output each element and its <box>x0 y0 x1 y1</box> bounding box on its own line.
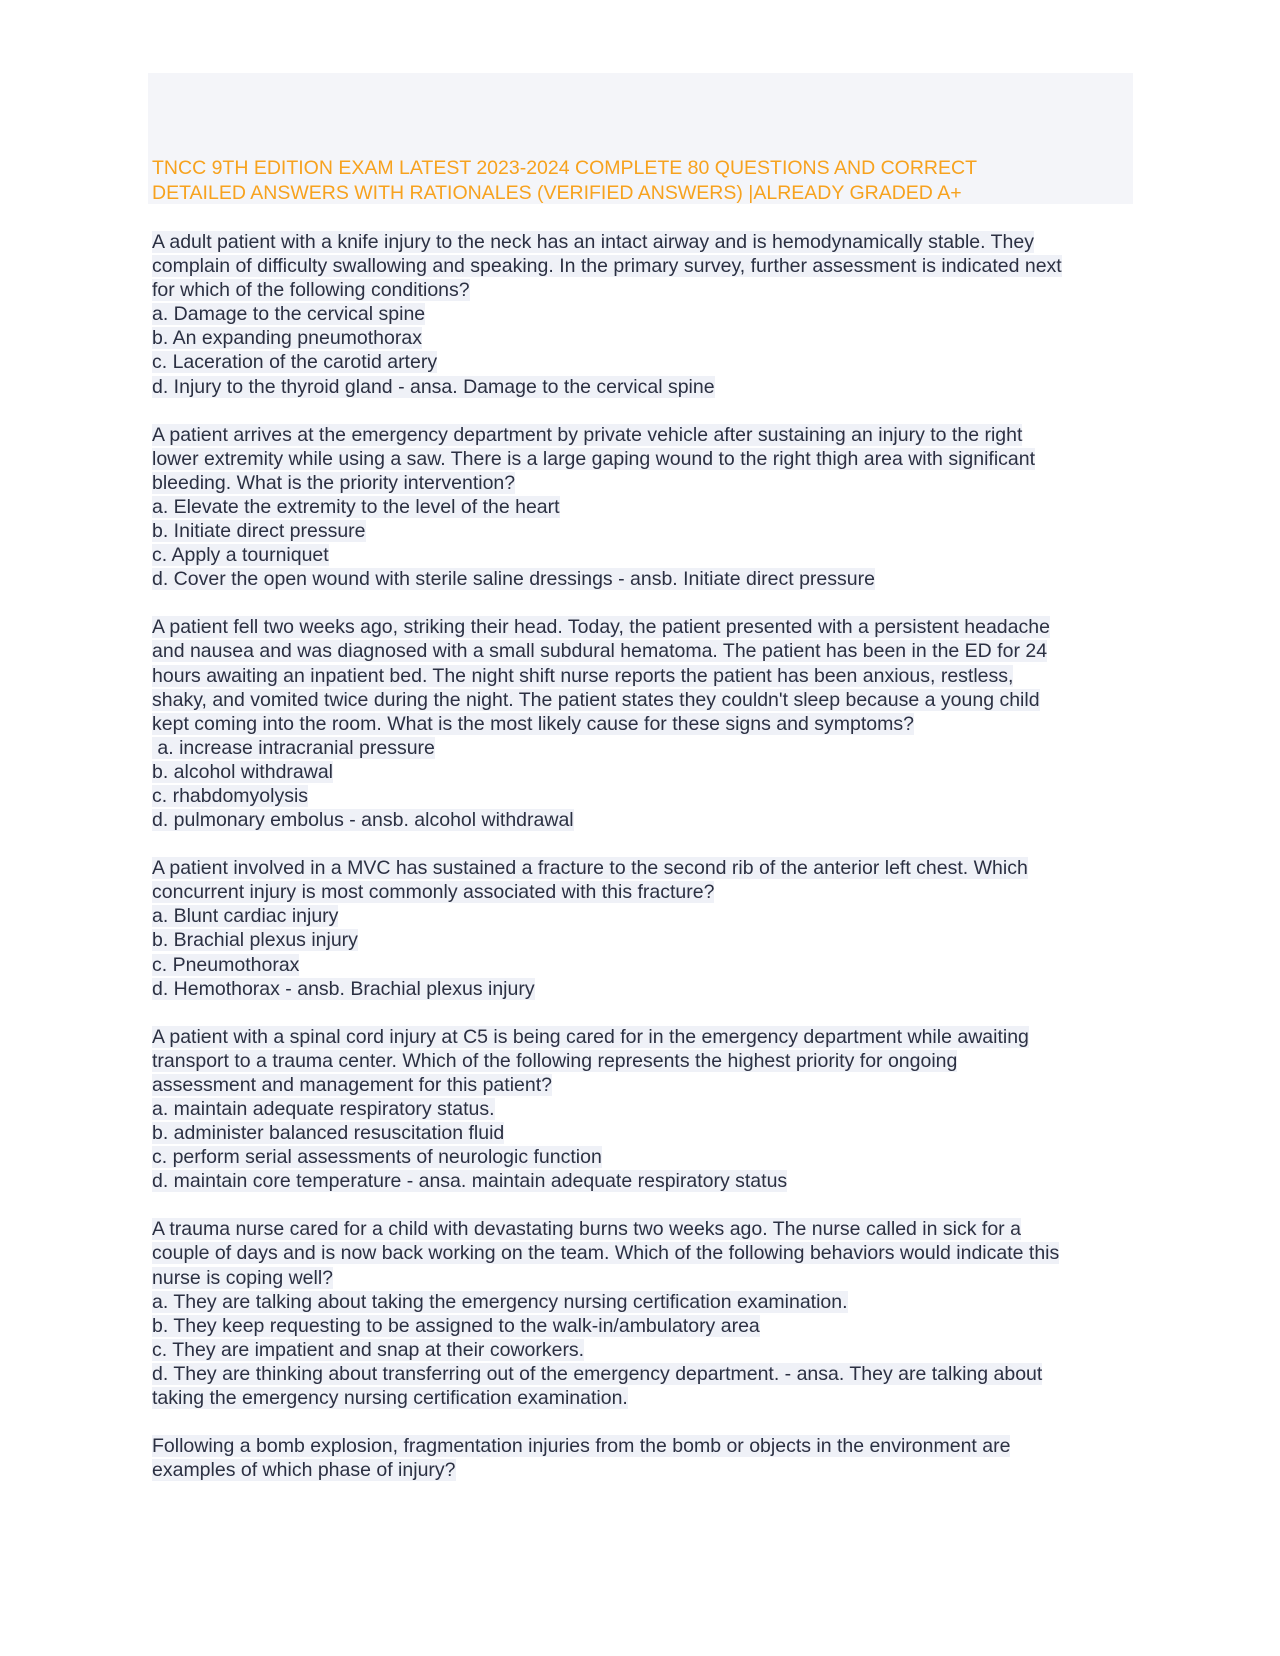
question-line: assessment and management for this patient? <box>152 1073 552 1096</box>
answer-option: b. Brachial plexus injury <box>152 929 358 952</box>
answer-option-with-key: d. maintain core temperature - ansa. maintain adequate respiratory status <box>152 1170 788 1193</box>
question-line: and nausea and was diagnosed with a small subdural hematoma. The patient has been in the ED for 24 <box>152 640 1048 663</box>
answer-option: a. Elevate the extremity to the level of the heart <box>152 495 560 518</box>
title-line: TNCC 9TH EDITION EXAM LATEST 2023-2024 COMPLETE 80 QUESTIONS AND CORRECT <box>152 157 977 179</box>
answer-option: c. Pneumothorax <box>152 953 300 976</box>
question-line: A patient arrives at the emergency department by private vehicle after sustaining an injury to the right <box>152 423 1023 446</box>
question-line: A patient involved in a MVC has sustained a fracture to the second rib of the anterior left chest. Which <box>152 857 1028 880</box>
answer-option: b. alcohol withdrawal <box>152 760 334 783</box>
answer-option: c. rhabdomyolysis <box>152 784 309 807</box>
question-line: bleeding. What is the priority intervention? <box>152 471 516 494</box>
answer-option-with-key: d. pulmonary embolus - ansb. alcohol withdrawal <box>152 809 574 832</box>
question-list <box>152 230 1142 1506</box>
answer-option-with-key: d. They are thinking about transferring out of the emergency department. - ansa. They are talking about <box>152 1362 1043 1385</box>
title-line: DETAILED ANSWERS WITH RATIONALES (VERIFIED ANSWERS) |ALREADY GRADED A+ <box>152 181 962 204</box>
question-block <box>152 615 1142 832</box>
question-block <box>152 230 1142 399</box>
question-block <box>152 856 1142 1001</box>
question-line: kept coming into the room. What is the most likely cause for these signs and symptoms? <box>152 712 914 735</box>
question-line: for which of the following conditions? <box>152 279 470 302</box>
question-line: A adult patient with a knife injury to the neck has an intact airway and is hemodynamically stable. They <box>152 231 1034 253</box>
question-line: A patient with a spinal cord injury at C5 is being cared for in the emergency department while awaiting <box>152 1025 1029 1048</box>
document-title <box>152 156 1132 205</box>
answer-option: a. They are talking about taking the emergency nursing certification examination. <box>152 1290 848 1313</box>
question-line: transport to a trauma center. Which of the following represents the highest priority for ongoing <box>152 1049 958 1072</box>
answer-option: a. maintain adequate respiratory status. <box>152 1098 495 1120</box>
answer-option: a. Damage to the cervical spine <box>152 303 426 326</box>
question-line: A patient fell two weeks ago, striking their head. Today, the patient presented with a persistent headache <box>152 616 1050 639</box>
question-line: complain of difficulty swallowing and speaking. In the primary survey, further assessment is indicated next <box>152 255 1062 278</box>
answer-key-continued: taking the emergency nursing certification examination. <box>152 1387 628 1410</box>
question-line: A trauma nurse cared for a child with devastating burns two weeks ago. The nurse called in sick for a <box>152 1218 1021 1241</box>
question-line: nurse is coping well? <box>152 1266 334 1289</box>
question-block <box>152 423 1142 592</box>
answer-option: c. perform serial assessments of neurologic function <box>152 1146 602 1169</box>
question-line: examples of which phase of injury? <box>152 1459 456 1482</box>
answer-option: a. increase intracranial pressure <box>152 736 435 759</box>
answer-option: c. Apply a tourniquet <box>152 544 329 567</box>
answer-option: b. An expanding pneumothorax <box>152 327 422 350</box>
answer-option-with-key: d. Injury to the thyroid gland - ansa. Damage to the cervical spine <box>152 375 715 398</box>
question-block <box>152 1025 1142 1194</box>
question-line: shaky, and vomited twice during the night. The patient states they couldn't sleep because a young child <box>152 688 1040 711</box>
answer-option-with-key: d. Hemothorax - ansb. Brachial plexus injury <box>152 977 535 1000</box>
answer-option-with-key: d. Cover the open wound with sterile saline dressings - ansb. Initiate direct pressure <box>152 568 875 591</box>
answer-option: c. Laceration of the carotid artery <box>152 351 438 374</box>
answer-option: b. Initiate direct pressure <box>152 520 366 543</box>
answer-option: c. They are impatient and snap at their coworkers. <box>152 1338 585 1361</box>
question-line: couple of days and is now back working on the team. Which of the following behaviors would indicate this <box>152 1242 1060 1265</box>
answer-option: a. Blunt cardiac injury <box>152 905 339 928</box>
question-block <box>152 1434 1142 1482</box>
answer-option: b. They keep requesting to be assigned to the walk-in/ambulatory area <box>152 1314 760 1337</box>
question-line: lower extremity while using a saw. There is a large gaping wound to the right thigh area with significant <box>152 447 1036 470</box>
question-line: concurrent injury is most commonly associated with this fracture? <box>152 881 715 904</box>
question-line: Following a bomb explosion, fragmentation injuries from the bomb or objects in the environment are <box>152 1435 1011 1458</box>
question-block <box>152 1217 1142 1410</box>
question-line: hours awaiting an inpatient bed. The night shift nurse reports the patient has been anxious, restless, <box>152 664 1014 687</box>
answer-option: b. administer balanced resuscitation fluid <box>152 1122 505 1145</box>
